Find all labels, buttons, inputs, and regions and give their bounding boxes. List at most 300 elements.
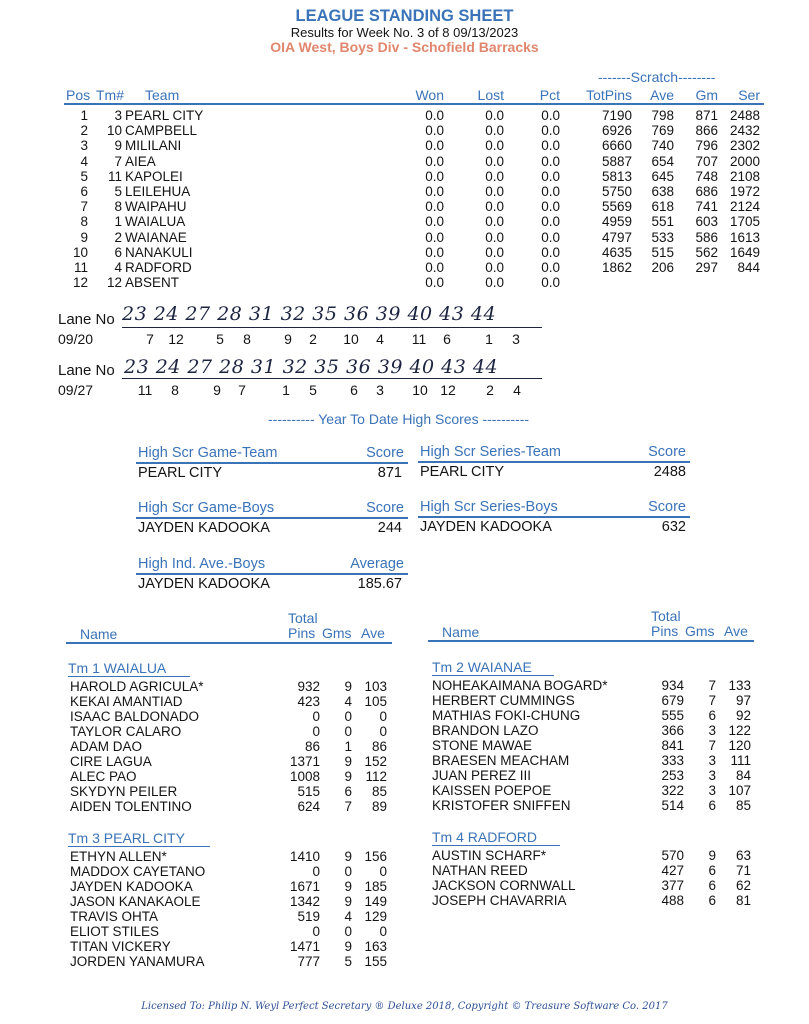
lane-rule-2: [122, 378, 542, 379]
team-cell: LEILEHUA: [125, 183, 191, 199]
ytd-value-series-boys: 632: [661, 519, 686, 535]
player-name: TRAVIS OHTA: [70, 909, 159, 924]
player-ave: 63: [735, 848, 751, 863]
tm-cell: 5: [114, 183, 122, 199]
team-roster-waianae: [0, 678, 809, 813]
roster-rule-right: [428, 640, 754, 642]
table-row: [0, 184, 809, 199]
lost-cell: 0.0: [485, 183, 504, 199]
lane-team-number: 6: [443, 331, 451, 347]
ytd-value-ave-boys: 185.67: [357, 576, 402, 592]
won-cell: 0.0: [425, 229, 444, 245]
team-cell: WAIALUA: [125, 214, 186, 230]
won-cell: 0.0: [425, 108, 444, 123]
ave-cell: 740: [651, 138, 674, 154]
player-ave: 71: [735, 863, 751, 878]
ytd-value-series-team: 2488: [653, 464, 686, 480]
player-pins: 1342: [289, 894, 320, 909]
pct-cell: 0.0: [541, 138, 560, 154]
player-name: MADDOX CAYETANO: [70, 864, 206, 879]
player-name: ALEC PAO: [70, 769, 137, 784]
player-pins: 1471: [289, 939, 320, 954]
totpins-cell: 5750: [601, 183, 632, 199]
tm-cell: 3: [114, 108, 122, 123]
player-pins: 1671: [289, 879, 320, 894]
ser-cell: 1613: [729, 229, 760, 245]
ytd-rule-series-boys: [418, 516, 690, 518]
pct-cell: 0.0: [541, 153, 560, 169]
pct-cell: 0.0: [541, 214, 560, 230]
gm-cell: 562: [695, 244, 718, 260]
ave-cell: 551: [651, 214, 674, 230]
col-totpins: TotPins: [586, 87, 632, 103]
won-cell: 0.0: [425, 168, 444, 184]
player-name: NATHAN REED: [432, 863, 528, 878]
player-pins: 0: [312, 864, 320, 879]
lane-team-number: 8: [243, 331, 251, 347]
lost-cell: 0.0: [485, 259, 504, 275]
player-gms: 1: [344, 739, 352, 754]
player-pins: 333: [661, 753, 684, 768]
player-ave: 92: [735, 708, 751, 723]
list-item: [0, 738, 809, 753]
player-pins: 679: [661, 693, 684, 708]
player-gms: 6: [708, 863, 716, 878]
lane-team-number: 12: [440, 382, 456, 398]
player-gms: 6: [708, 708, 716, 723]
player-name: BRANDON LAZO: [432, 723, 539, 738]
pos-cell: 1: [80, 108, 88, 123]
ave-cell: 515: [651, 244, 674, 260]
player-gms: 6: [708, 798, 716, 813]
tm-cell: 12: [106, 275, 122, 291]
lane-team-number: 5: [216, 331, 224, 347]
ave-cell: 654: [651, 153, 674, 169]
player-name: JORDEN YANAMURA: [70, 954, 205, 969]
ytd-name-series-boys: JAYDEN KADOOKA: [420, 519, 552, 535]
tm-cell: 11: [107, 168, 122, 184]
table-row: [0, 154, 809, 169]
tm-cell: 7: [114, 153, 122, 169]
ave-cell: 769: [651, 123, 674, 139]
list-item: [0, 893, 809, 908]
player-gms: 3: [708, 753, 716, 768]
pos-cell: 7: [80, 199, 88, 215]
player-name: ISAAC BALDONADO: [70, 709, 200, 724]
player-pins: 0: [312, 724, 320, 739]
player-name: ELIOT STILES: [70, 924, 160, 939]
team-title: Tm 1 WAIALUA: [68, 660, 167, 676]
ytd-score-label-game-boys: Score: [366, 500, 404, 516]
player-pins: 488: [661, 893, 684, 908]
col-won: Won: [415, 87, 444, 103]
lost-cell: 0.0: [485, 229, 504, 245]
team-roster-radford: [0, 848, 809, 908]
table-row: [0, 169, 809, 184]
player-ave: 155: [364, 954, 387, 969]
pct-cell: 0.0: [541, 275, 560, 291]
player-ave: 103: [364, 679, 387, 694]
player-ave: 0: [379, 864, 387, 879]
gm-cell: 686: [695, 183, 718, 199]
roster-col-total-left: Total: [288, 610, 318, 626]
list-item: [0, 878, 809, 893]
player-pins: 0: [312, 709, 320, 724]
lane-team-number: 5: [309, 382, 317, 398]
player-pins: 366: [661, 723, 684, 738]
ytd-score-label-series-boys: Score: [648, 499, 686, 515]
lost-cell: 0.0: [485, 199, 504, 215]
won-cell: 0.0: [425, 244, 444, 260]
player-pins: 1410: [289, 849, 320, 864]
tm-cell: 4: [114, 259, 122, 275]
player-pins: 427: [661, 863, 684, 878]
lane-handwritten-1: 23 24 27 28 31 32 35 36 39 40 43 44: [122, 303, 497, 325]
ave-cell: 638: [651, 183, 674, 199]
player-name: TITAN VICKERY: [70, 939, 171, 954]
player-pins: 423: [297, 694, 320, 709]
list-item: [0, 863, 809, 878]
player-gms: 9: [344, 939, 352, 954]
lane-team-number: 2: [486, 382, 494, 398]
gm-cell: 796: [695, 138, 718, 154]
ytd-value-game-team: 871: [377, 465, 402, 481]
roster-col-name-right: Name: [442, 624, 480, 640]
pos-cell: 6: [80, 183, 88, 199]
scratch-label: -------Scratch--------: [598, 69, 716, 85]
player-gms: 3: [708, 723, 716, 738]
roster-col-pins-left: Pins: [288, 625, 316, 641]
table-row: [0, 108, 809, 123]
player-ave: 156: [364, 849, 387, 864]
player-pins: 1008: [289, 769, 320, 784]
lane-date-1: 09/20: [58, 331, 94, 347]
ser-cell: 1649: [729, 244, 760, 260]
player-ave: 97: [735, 693, 751, 708]
team-title-rule: [432, 845, 560, 846]
lost-cell: 0.0: [485, 168, 504, 184]
col-lost: Lost: [477, 87, 504, 103]
tm-cell: 2: [114, 229, 122, 245]
col-ser: Ser: [738, 87, 760, 103]
ytd-label-game-boys: High Scr Game-Boys: [138, 500, 275, 516]
gm-cell: 297: [695, 259, 718, 275]
lane-team-number: 7: [238, 382, 246, 398]
list-item: [0, 708, 809, 723]
tm-cell: 1: [114, 214, 122, 230]
list-item: [0, 678, 809, 693]
ytd-rule-series-team: [418, 461, 690, 463]
ytd-label-game-team: High Scr Game-Team: [138, 445, 278, 461]
player-name: AUSTIN SCHARF*: [432, 848, 547, 863]
player-name: JOSEPH CHAVARRIA: [432, 893, 567, 908]
totpins-cell: 4797: [601, 229, 632, 245]
pct-cell: 0.0: [541, 259, 560, 275]
tm-cell: 9: [114, 138, 122, 154]
player-ave: 112: [365, 769, 387, 784]
lane-label-1: Lane No: [58, 311, 115, 328]
player-name: AIDEN TOLENTINO: [70, 799, 192, 814]
totpins-cell: 5813: [601, 168, 632, 184]
player-name: CIRE LAGUA: [70, 754, 152, 769]
tm-cell: 10: [106, 123, 122, 139]
ytd-label-ave-boys: High Ind. Ave.-Boys: [138, 556, 266, 572]
won-cell: 0.0: [425, 259, 444, 275]
lane-rule-1: [122, 327, 542, 328]
lost-cell: 0.0: [485, 275, 504, 291]
pos-cell: 5: [80, 168, 88, 184]
pos-cell: 3: [80, 138, 88, 154]
ser-cell: 2488: [729, 108, 760, 123]
lane-assignments-1: [0, 331, 809, 347]
team-title: Tm 3 PEARL CITY: [68, 830, 185, 846]
list-item: [0, 768, 809, 783]
list-item: [0, 753, 809, 768]
ser-cell: 2000: [729, 153, 760, 169]
player-name: JACKSON CORNWALL: [432, 878, 576, 893]
pct-cell: 0.0: [541, 108, 560, 123]
list-item: [0, 954, 400, 969]
ytd-rule-game-boys: [136, 517, 408, 519]
player-gms: 4: [344, 909, 352, 924]
lane-team-number: 1: [485, 331, 493, 347]
pos-cell: 8: [80, 214, 88, 230]
ser-cell: 1705: [729, 214, 760, 230]
pos-cell: 2: [80, 123, 88, 139]
ser-cell: 2432: [729, 123, 760, 139]
player-ave: 0: [379, 924, 387, 939]
player-gms: 7: [708, 693, 716, 708]
ser-cell: 2302: [729, 138, 760, 154]
standings-header-rule: [64, 103, 764, 105]
player-ave: 120: [728, 738, 751, 753]
totpins-cell: 4635: [601, 244, 632, 260]
pos-cell: 9: [80, 229, 88, 245]
player-ave: 185: [364, 879, 387, 894]
roster-rule-left: [66, 642, 392, 644]
ytd-rule-ave-boys: [136, 573, 408, 575]
lane-assignments-2: [0, 382, 809, 398]
player-ave: 107: [728, 783, 751, 798]
totpins-cell: 5569: [601, 199, 632, 215]
roster-col-pins-right: Pins: [651, 623, 679, 639]
ytd-score-label-game-team: Score: [366, 445, 404, 461]
team-title: Tm 4 RADFORD: [432, 829, 537, 845]
team-title: Tm 2 WAIANAE: [432, 659, 532, 675]
lost-cell: 0.0: [485, 123, 504, 139]
lane-team-number: 3: [376, 382, 384, 398]
pos-cell: 12: [72, 275, 88, 291]
lost-cell: 0.0: [485, 108, 504, 123]
gm-cell: 603: [695, 214, 718, 230]
player-pins: 934: [661, 678, 684, 693]
table-row: [0, 245, 809, 260]
lane-date-2: 09/27: [58, 382, 94, 398]
ser-cell: 1972: [729, 183, 760, 199]
player-gms: 0: [344, 709, 352, 724]
totpins-cell: 5887: [601, 153, 632, 169]
player-name: JASON KANAKAOLE: [70, 894, 201, 909]
player-ave: 133: [728, 678, 751, 693]
player-pins: 377: [661, 878, 684, 893]
won-cell: 0.0: [425, 214, 444, 230]
player-name: TAYLOR CALARO: [70, 724, 182, 739]
player-name: HAROLD AGRICULA*: [70, 679, 204, 694]
player-gms: 9: [708, 848, 716, 863]
player-pins: 0: [312, 924, 320, 939]
ser-cell: 844: [737, 259, 760, 275]
player-name: HERBERT CUMMINGS: [432, 693, 575, 708]
player-ave: 85: [735, 798, 751, 813]
division-title: OIA West, Boys Div - Schofield Barracks: [270, 39, 539, 55]
pct-cell: 0.0: [541, 229, 560, 245]
pos-cell: 10: [72, 244, 88, 260]
ytd-rule-game-team: [136, 462, 408, 464]
ave-cell: 798: [651, 108, 674, 123]
player-gms: 9: [344, 894, 352, 909]
player-pins: 519: [297, 909, 320, 924]
pct-cell: 0.0: [541, 168, 560, 184]
player-pins: 253: [661, 768, 684, 783]
team-title-rule: [432, 675, 554, 676]
lost-cell: 0.0: [485, 214, 504, 230]
list-item: [0, 909, 400, 924]
player-name: ETHYN ALLEN*: [70, 849, 167, 864]
lost-cell: 0.0: [485, 153, 504, 169]
player-name: KEKAI AMANTIAD: [70, 694, 183, 709]
player-gms: 0: [344, 864, 352, 879]
player-name: MATHIAS FOKI-CHUNG: [432, 708, 581, 723]
team-cell: AIEA: [125, 153, 156, 169]
player-ave: 111: [730, 753, 751, 768]
roster-col-gms-right: Gms: [685, 623, 715, 639]
gm-cell: 741: [695, 199, 718, 215]
gm-cell: 707: [695, 153, 718, 169]
team-cell: WAIPAHU: [125, 199, 187, 215]
team-cell: NANAKULI: [125, 244, 193, 260]
player-pins: 570: [661, 848, 684, 863]
player-gms: 9: [344, 849, 352, 864]
ave-cell: 533: [651, 229, 674, 245]
player-gms: 7: [344, 799, 352, 814]
won-cell: 0.0: [425, 123, 444, 139]
totpins-cell: 4959: [601, 214, 632, 230]
lane-team-number: 11: [411, 331, 427, 347]
won-cell: 0.0: [425, 275, 444, 291]
ytd-label-series-team: High Scr Series-Team: [420, 444, 562, 460]
player-pins: 1371: [289, 754, 320, 769]
license-footer: Licensed To: Philip N. Weyl Perfect Secretary ® Deluxe 2018, Copyright © Treasure Software Co. 2017: [141, 1001, 668, 1012]
player-pins: 555: [661, 708, 684, 723]
won-cell: 0.0: [425, 153, 444, 169]
player-ave: 122: [728, 723, 751, 738]
col-gm: Gm: [695, 87, 718, 103]
table-row: [0, 260, 809, 275]
player-ave: 152: [364, 754, 387, 769]
lane-team-number: 10: [412, 382, 428, 398]
team-cell: KAPOLEI: [125, 168, 183, 184]
table-row: [0, 123, 809, 138]
roster-col-gms-left: Gms: [322, 625, 352, 641]
ave-cell: 645: [651, 168, 674, 184]
ytd-score-label-series-team: Score: [648, 444, 686, 460]
player-pins: 777: [297, 954, 320, 969]
tm-cell: 8: [114, 199, 122, 215]
player-pins: 514: [661, 798, 684, 813]
lane-team-number: 1: [282, 382, 290, 398]
ytd-name-game-boys: JAYDEN KADOOKA: [138, 520, 270, 536]
player-gms: 6: [708, 878, 716, 893]
player-gms: 0: [344, 724, 352, 739]
totpins-cell: 1862: [601, 259, 632, 275]
lane-team-number: 4: [513, 382, 521, 398]
list-item: [0, 939, 400, 954]
pos-cell: 11: [73, 259, 88, 275]
ytd-label-series-boys: High Scr Series-Boys: [420, 499, 558, 515]
player-gms: 9: [344, 879, 352, 894]
player-pins: 86: [304, 739, 320, 754]
player-pins: 515: [297, 784, 320, 799]
lane-team-number: 4: [376, 331, 384, 347]
player-ave: 81: [735, 893, 751, 908]
ytd-name-series-team: PEARL CITY: [420, 464, 505, 480]
won-cell: 0.0: [425, 183, 444, 199]
player-name: JAYDEN KADOOKA: [70, 879, 193, 894]
sheet-title: LEAGUE STANDING SHEET: [295, 7, 514, 25]
ser-cell: 2124: [729, 199, 760, 215]
roster-col-name-left: Name: [80, 626, 118, 642]
team-title-rule: [68, 846, 210, 847]
player-name: KRISTOFER SNIFFEN: [432, 798, 571, 813]
list-item: [0, 693, 809, 708]
player-gms: 0: [344, 924, 352, 939]
team-cell: ABSENT: [125, 275, 180, 291]
pct-cell: 0.0: [541, 183, 560, 199]
player-name: STONE MAWAE: [432, 738, 533, 753]
won-cell: 0.0: [425, 199, 444, 215]
ytd-score-label-ave-boys: Average: [350, 556, 404, 572]
ytd-value-game-boys: 244: [377, 520, 402, 536]
table-row: [0, 199, 809, 214]
player-pins: 841: [661, 738, 684, 753]
standings-table: [0, 108, 809, 290]
ser-cell: 2108: [729, 168, 760, 184]
player-name: NOHEAKAIMANA BOGARD*: [432, 678, 608, 693]
player-ave: 85: [371, 784, 387, 799]
player-gms: 9: [344, 679, 352, 694]
player-gms: 6: [344, 784, 352, 799]
gm-cell: 586: [695, 229, 718, 245]
player-name: ADAM DAO: [70, 739, 143, 754]
team-cell: WAIANAE: [125, 229, 187, 245]
player-ave: 129: [364, 909, 387, 924]
player-gms: 3: [708, 768, 716, 783]
player-name: KAISSEN POEPOE: [432, 783, 552, 798]
player-name: JUAN PEREZ III: [432, 768, 532, 783]
gm-cell: 866: [695, 123, 718, 139]
lane-team-number: 3: [512, 331, 520, 347]
ytd-title: ---------- Year To Date High Scores ----------: [268, 411, 530, 427]
table-row: [0, 214, 809, 229]
player-gms: 7: [708, 678, 716, 693]
player-ave: 0: [379, 709, 387, 724]
roster-col-ave-right: Ave: [724, 623, 748, 639]
player-ave: 163: [364, 939, 387, 954]
gm-cell: 748: [695, 168, 718, 184]
pct-cell: 0.0: [541, 123, 560, 139]
player-name: BRAESEN MEACHAM: [432, 753, 570, 768]
ave-cell: 206: [651, 259, 674, 275]
